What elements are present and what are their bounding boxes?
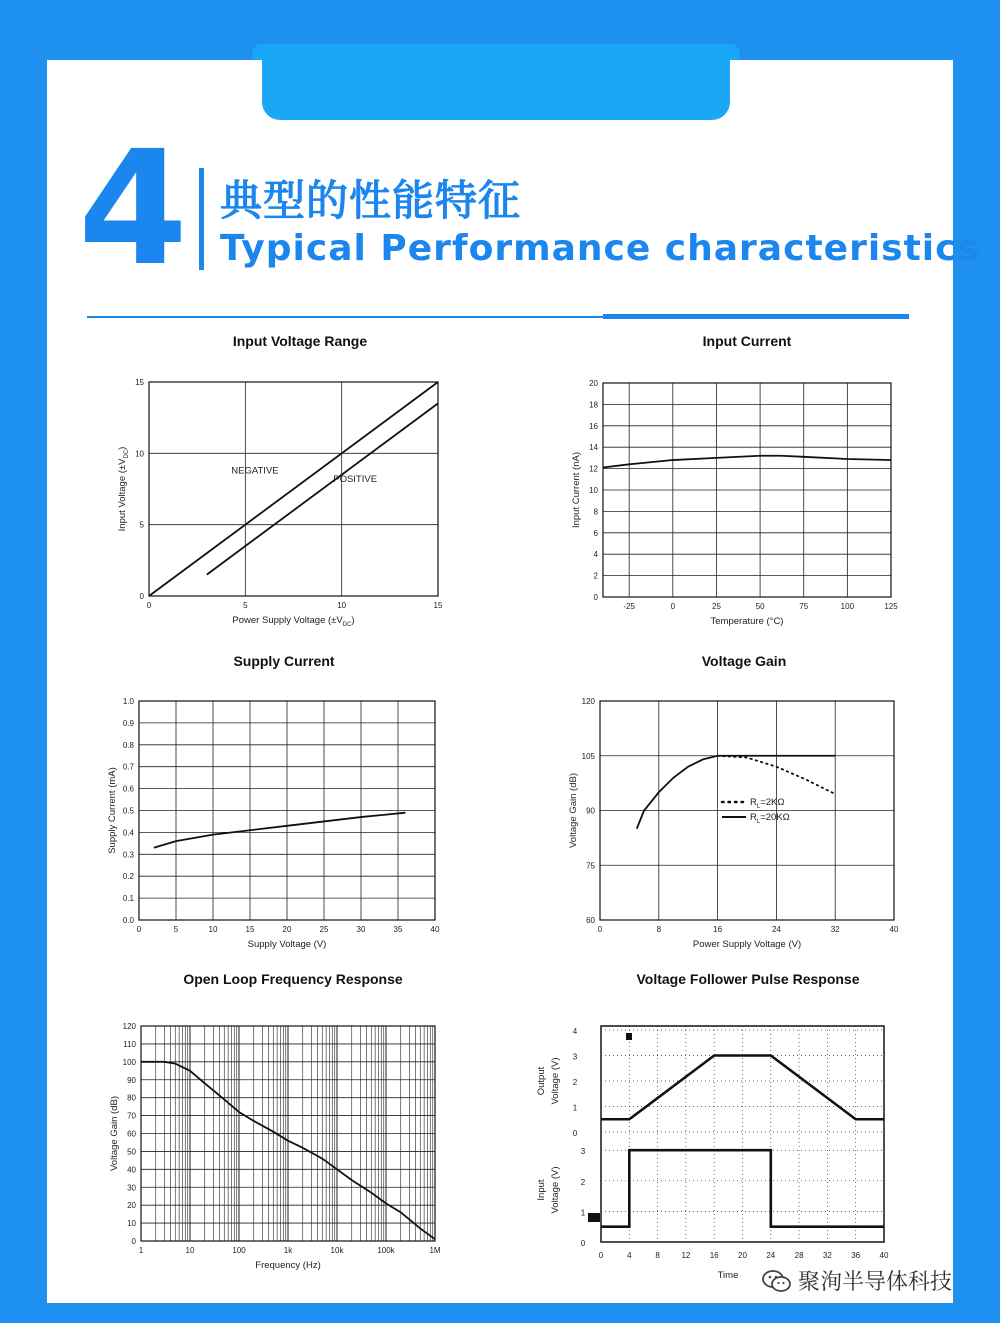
wechat-icon [762,1269,792,1293]
trigger-marker [626,1033,632,1040]
x-tick-label: -25 [623,602,635,611]
section-number: 4 [78,117,188,301]
x-tick-label: 0 [146,601,152,610]
y-tick-label: 120 [122,1022,136,1031]
y-tick-label: 18 [589,400,598,410]
y-tick-label: 0 [131,1237,136,1246]
y-axis-label: Input Voltage $(\pm V_{DC})$ [117,446,130,532]
y-tick-label: 5 [139,520,144,530]
x-tick-label: 10 [208,925,218,934]
chart-sc [107,653,440,950]
x-tick-label: 1M [429,1246,441,1255]
y-tick-label: 40 [127,1165,136,1175]
x-tick-label: 10 [185,1246,195,1255]
y-tick-label: 1 [572,1103,578,1113]
chart-title: Input Voltage Range [232,333,368,349]
x-tick-label: 0 [136,925,142,934]
x-tick-label: 100 [840,602,855,611]
y-axis-label: Voltage Gain (dB) [109,1096,120,1171]
x-tick-label: 16 [713,925,723,934]
y-tick-label: 0.0 [122,916,134,925]
y-tick-label: 16 [589,421,598,431]
series-line [601,1150,884,1226]
x-tick-label: 50 [755,602,765,611]
x-tick-label: 30 [356,925,366,934]
y-tick-label: 0 [139,592,144,601]
series-line [207,403,438,574]
y-tick-label: 0.2 [122,872,134,882]
y-tick-label: 10 [589,486,598,495]
y-axis-label: Supply Current (mA) [107,767,118,854]
chart-vg [568,653,899,950]
x-tick-label: 20 [282,925,292,934]
chart-title: Open Loop Frequency Response [183,971,403,987]
x-tick-label: 40 [889,925,899,934]
y-tick-label: 14 [589,443,598,453]
y-tick-label: 2 [580,1177,586,1187]
y-tick-label: 0.4 [122,828,134,838]
y-tick-label: 20 [589,379,598,388]
legend-label: $R_L=20K\Omega$ [750,812,790,825]
chart-title: Voltage Gain [701,653,787,669]
y-tick-label: 3 [572,1052,578,1062]
y-axis-label-bottom: Voltage (V) [550,1166,561,1214]
y-axis-label-top: Output [536,1066,547,1096]
x-tick-label: 40 [879,1251,889,1260]
x-axis-label: Power Supply Voltage $(\pm V_{DC})$ [232,615,355,628]
y-tick-label: 4 [572,1027,578,1036]
y-axis-label: Voltage Gain (dB) [568,773,579,848]
x-tick-label: 4 [627,1251,632,1260]
legend-label: $R_L=2K\Omega$ [750,797,785,810]
watermark [762,1265,952,1296]
x-tick-label: 5 [173,925,179,934]
x-tick-label: 16 [709,1251,719,1260]
x-tick-label: 1k [283,1246,293,1255]
x-tick-label: 24 [766,1251,776,1260]
y-tick-label: 0 [593,593,598,602]
annotation-label: NEGATIVE [231,465,279,477]
x-tick-label: 125 [884,602,898,611]
y-tick-label: 120 [581,697,595,706]
title-chinese: 典型的性能特征 [220,176,522,225]
x-tick-label: 28 [794,1251,804,1260]
x-tick-label: 32 [830,925,840,934]
y-tick-label: 0.5 [122,806,134,816]
x-tick-label: 100k [377,1246,395,1255]
x-tick-label: 75 [799,602,809,611]
x-tick-label: 8 [656,925,662,934]
y-tick-label: 10 [135,449,144,459]
y-tick-label: 1 [580,1208,586,1218]
x-tick-label: 36 [851,1251,861,1260]
series-line [601,1056,884,1120]
chart-vfp [536,971,889,1281]
x-axis-label: Power Supply Voltage (V) [692,939,802,950]
x-tick-label: 8 [655,1251,660,1260]
x-tick-label: 0 [670,602,676,611]
x-tick-label: 35 [393,925,403,934]
y-tick-label: 100 [122,1057,136,1067]
x-tick-label: 12 [681,1251,691,1260]
chart-title: Supply Current [233,653,335,669]
y-tick-label: 0.1 [122,894,134,904]
y-tick-label: 30 [127,1183,136,1193]
x-tick-label: 20 [738,1251,747,1260]
x-tick-label: 15 [433,601,443,610]
y-tick-label: 10 [127,1219,136,1229]
x-tick-label: 15 [245,925,255,934]
y-tick-label: 2 [572,1078,578,1087]
y-tick-label: 0.6 [122,784,134,794]
y-tick-label: 110 [123,1039,136,1049]
y-tick-label: 2 [593,571,598,581]
x-tick-label: 25 [319,925,329,934]
y-tick-label: 90 [586,806,595,816]
x-tick-label: 1 [138,1246,144,1255]
chart-olf [109,971,441,1271]
chart-ivr [135,333,443,610]
y-tick-label: 15 [135,378,144,387]
x-tick-label: 40 [430,925,440,934]
x-tick-label: 100 [232,1246,246,1255]
y-tick-label: 12 [589,464,598,474]
series-line [149,382,438,596]
x-tick-label: 0 [598,1251,604,1260]
y-tick-label: 6 [593,528,598,538]
y-tick-label: 70 [127,1111,136,1121]
series-line [154,813,406,848]
y-tick-label: 60 [586,916,595,925]
y-tick-label: 50 [127,1147,136,1157]
y-tick-label: 0.3 [122,850,134,860]
y-axis-label-bottom: Input [536,1179,547,1201]
x-tick-label: 25 [712,602,721,611]
y-tick-label: 60 [127,1129,136,1139]
x-axis-label: Supply Voltage (V) [247,939,327,950]
y-tick-label: 8 [593,507,598,517]
x-axis-label: Frequency (Hz) [255,1260,321,1271]
channel-marker [588,1213,600,1222]
x-tick-label: 10 [337,601,347,610]
x-axis-label: Temperature (°C) [710,616,784,627]
chart-title: Voltage Follower Pulse Response [636,971,860,987]
x-tick-label: 32 [822,1251,832,1260]
watermark-text: 聚洵半导体科技 [798,1270,953,1295]
y-tick-label: 0.7 [122,762,134,772]
series-line [603,456,891,468]
y-axis-label: Input Current (nA) [571,451,582,529]
y-tick-label: 1.0 [122,697,134,706]
y-tick-label: 0.8 [122,740,134,750]
y-tick-label: 90 [127,1075,136,1085]
x-tick-label: 0 [597,925,603,934]
y-tick-label: 80 [127,1093,136,1103]
y-tick-label: 3 [580,1147,586,1157]
x-tick-label: 24 [771,925,781,934]
y-tick-label: 4 [593,550,598,560]
chart-title: Input Current [702,333,792,349]
chart-ic [571,333,898,627]
y-tick-label: 20 [127,1201,136,1211]
title-english: Typical Performance characteristics [220,228,980,269]
annotation-label: POSITIVE [333,473,378,485]
x-tick-label: 5 [243,601,248,610]
y-tick-label: 0.9 [122,718,134,728]
y-tick-label: 105 [581,751,595,761]
y-tick-label: 75 [586,861,595,871]
y-axis-label-top: Voltage (V) [550,1057,561,1105]
y-tick-label: 0 [572,1129,578,1138]
y-tick-label: 0 [580,1239,586,1248]
x-tick-label: 10k [330,1246,344,1255]
x-axis-label: Time [717,1270,739,1281]
